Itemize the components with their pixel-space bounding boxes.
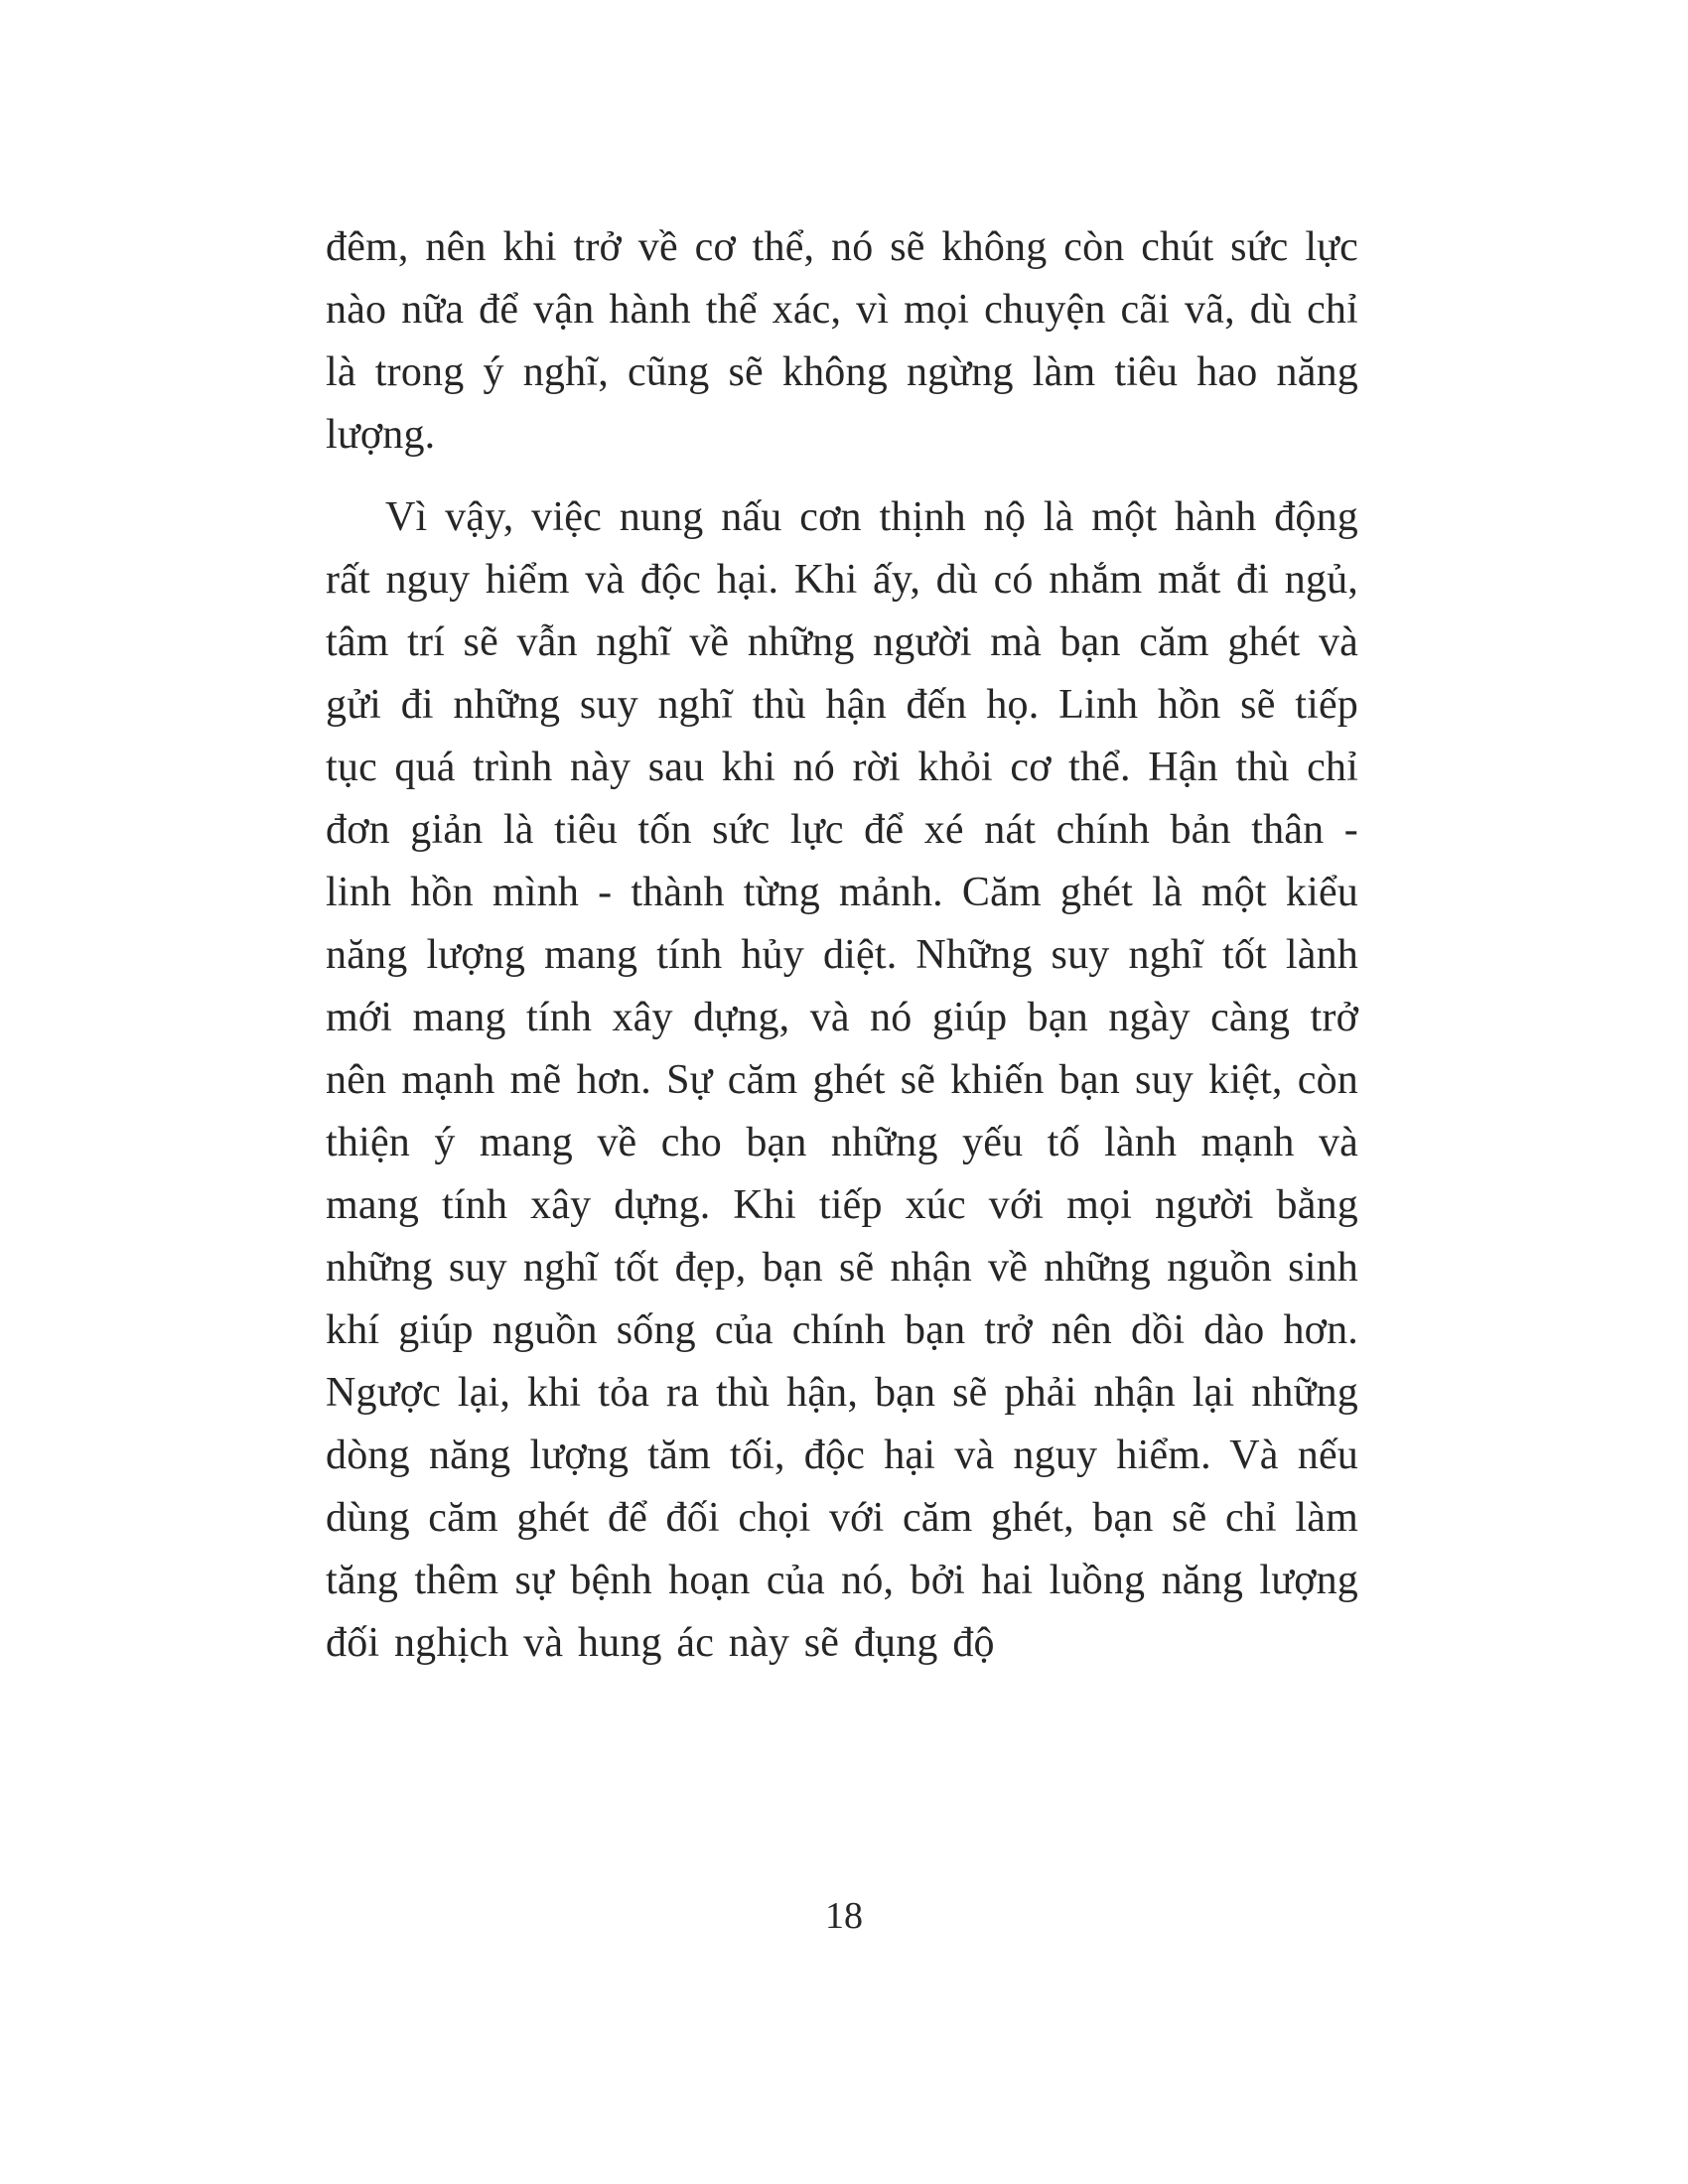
paragraph: đêm, nên khi trở về cơ thể, nó sẽ không còn chút sức lực nào nữa để vận hành thể xác, vì mọi chuyện cãi vã, dù chỉ là trong ý nghĩ, cũng sẽ không ngừng làm tiêu hao năng lượng. (326, 224, 1358, 458)
page-number: 18 (825, 1895, 863, 1937)
body-text (326, 216, 1358, 1675)
paragraph: Vì vậy, việc nung nấu cơn thịnh nộ là một hành động rất nguy hiểm và độc hại. Khi ấy, dù có nhắm mắt đi ngủ, tâm trí sẽ vẫn nghĩ về những người mà bạn căm ghét và gửi đi những suy nghĩ thù hận đến họ. Linh hồn sẽ tiếp tục quá trình này sau khi nó rời khỏi cơ thể. Hận thù chỉ đơn giản là tiêu tốn sức lực để xé nát chính bản thân - linh hồn mình - thành từng mảnh. Căm ghét là một kiểu năng lượng mang tính hủy diệt. Những suy nghĩ tốt lành mới mang tính xây dựng, và nó giúp bạn ngày càng trở nên mạnh mẽ hơn. Sự căm ghét sẽ khiến bạn suy kiệt, còn thiện ý mang về cho bạn những yếu tố lành mạnh và mang tính xây dựng. Khi tiếp xúc với mọi người bằng những suy nghĩ tốt đẹp, bạn sẽ nhận về những nguồn sinh khí giúp nguồn sống của chính bạn trở nên dồi dào hơn. Ngược lại, khi tỏa ra thù hận, bạn sẽ phải nhận lại những dòng năng lượng tăm tối, độc hại và nguy hiểm. Và nếu dùng căm ghét để đối chọi với căm ghét, bạn sẽ chỉ làm tăng thêm sự bệnh hoạn của nó, bởi hai luồng năng lượng đối nghịch và hung ác này sẽ đụng độ (326, 494, 1358, 1666)
